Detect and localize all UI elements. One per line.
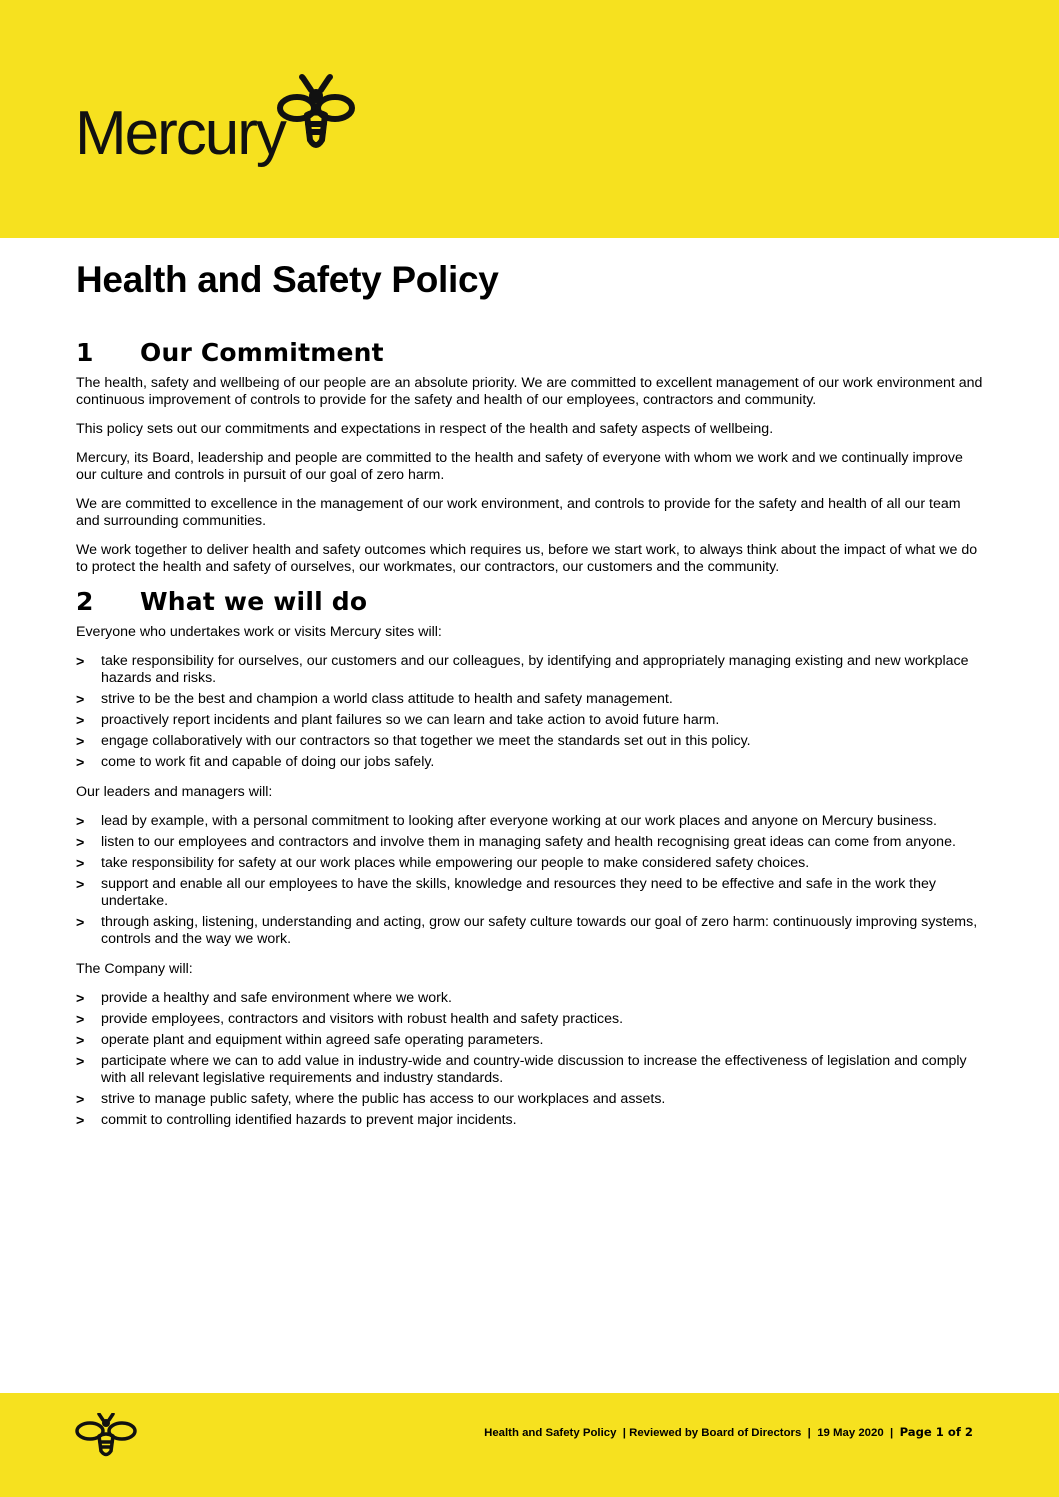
group-intro: Everyone who undertakes work or visits Mercury sites will:: [76, 624, 442, 640]
bullet-icon: >: [76, 856, 85, 872]
logo-wordmark: Mercury: [75, 99, 285, 168]
footer-doc-name: Health and Safety Policy: [484, 1427, 617, 1439]
list-item: > engage collaboratively with our contractors so that together we meet the standards set out in this policy.: [76, 733, 751, 750]
bullet-icon: >: [76, 835, 85, 851]
paragraph: The health, safety and wellbeing of our people are an absolute priority. We are committed to excellent management of our work environment and continuous improvement of controls to provide for the safety and health of our employees, contractors and community.: [76, 375, 983, 408]
bullet-icon: >: [76, 692, 85, 708]
footer-meta: [484, 1425, 973, 1439]
footer-date: 19 May 2020: [817, 1427, 884, 1439]
page-title: Health and Safety Policy: [76, 259, 499, 300]
section-number: 2: [76, 587, 94, 616]
footer-separator: |: [622, 1427, 626, 1439]
group-intro: The Company will:: [76, 961, 193, 977]
list-item: > take responsibility for ourselves, our customers and our colleagues, by identifying and appropriately managing existing and new workplace hazards and risks.: [76, 653, 969, 686]
bullet-icon: >: [76, 1113, 85, 1129]
list-item: > come to work fit and capable of doing our jobs safely.: [76, 754, 435, 771]
footer-page-number: Page 1 of 2: [899, 1425, 973, 1439]
group-intro: Our leaders and managers will:: [76, 784, 273, 800]
document-body: [76, 255, 986, 1142]
bullet-icon: >: [76, 1033, 85, 1049]
bullet-list: [76, 990, 986, 1129]
paragraph: We work together to deliver health and safety outcomes which requires us, before we start work, to always think about the impact of what we do to protect the health and safety of ourselves, our workmates, our contractors, our customers and the community.: [76, 542, 978, 575]
bullet-icon: >: [76, 1092, 85, 1108]
bullet-list: [76, 653, 986, 771]
bee-logo-icon: [275, 70, 357, 172]
paragraph: We are committed to excellence in the management of our work environment, and controls to provide for the safety and health of all our team and surrounding communities.: [76, 496, 961, 529]
list-item: > participate where we can to add value in industry-wide and country-wide discussion to increase the effectiveness of legislation and comply with all relevant legislative requirements and industry standards.: [76, 1053, 967, 1086]
list-item: > operate plant and equipment within agreed safe operating parameters.: [76, 1032, 544, 1049]
paragraph: Mercury, its Board, leadership and people are committed to the health and safety of everyone with whom we work and we continually improve our culture and controls in pursuit of our goal of zero harm.: [76, 450, 963, 483]
section-title: What we will do: [140, 587, 368, 616]
list-item: > provide employees, contractors and visitors with robust health and safety practices.: [76, 1011, 624, 1028]
section-2-heading: [76, 588, 986, 616]
mercury-logo: [75, 70, 375, 180]
bee-footer-icon: [74, 1413, 138, 1459]
bullet-icon: >: [76, 991, 85, 1007]
bullet-icon: >: [76, 915, 85, 931]
section-number: 1: [76, 338, 94, 367]
bullet-icon: >: [76, 1012, 85, 1028]
bullet-icon: >: [76, 877, 85, 893]
list-item: > commit to controlling identified hazards to prevent major incidents.: [76, 1112, 517, 1129]
list-item: > take responsibility for safety at our work places while empowering our people to make considered safety choices.: [76, 855, 810, 872]
paragraph: This policy sets out our commitments and expectations in respect of the health and safety aspects of wellbeing.: [76, 421, 774, 437]
section-title: Our Commitment: [140, 338, 384, 367]
footer-separator: |: [807, 1427, 811, 1439]
bullet-icon: >: [76, 654, 85, 670]
list-item: > strive to manage public safety, where the public has access to our workplaces and assets.: [76, 1091, 666, 1108]
footer-separator: |: [890, 1427, 894, 1439]
list-item: > listen to our employees and contractors and involve them in managing safety and health recognising great ideas can come from anyone.: [76, 834, 956, 851]
list-item: > proactively report incidents and plant failures so we can learn and take action to avoid future harm.: [76, 712, 720, 729]
bullet-list: [76, 813, 986, 948]
bullet-icon: >: [76, 713, 85, 729]
footer-band: [0, 1393, 1059, 1497]
bullet-icon: >: [76, 755, 85, 771]
bullet-icon: >: [76, 814, 85, 830]
list-item: > provide a healthy and safe environment where we work.: [76, 990, 452, 1007]
list-item: > lead by example, with a personal commitment to looking after everyone working at our work places and anyone on Mercury business.: [76, 813, 937, 830]
bullet-icon: >: [76, 734, 85, 750]
list-item: > support and enable all our employees to have the skills, knowledge and resources they need to be effective and safe in the work they undertake.: [76, 876, 936, 909]
section-1-heading: [76, 339, 986, 367]
bullet-icon: >: [76, 1054, 85, 1070]
footer-reviewed: Reviewed by Board of Directors: [629, 1427, 802, 1439]
list-item: > through asking, listening, understanding and acting, grow our safety culture towards our goal of zero harm: continuously improving systems, controls and the way we work.: [76, 914, 978, 947]
list-item: > strive to be the best and champion a world class attitude to health and safety management.: [76, 691, 673, 708]
